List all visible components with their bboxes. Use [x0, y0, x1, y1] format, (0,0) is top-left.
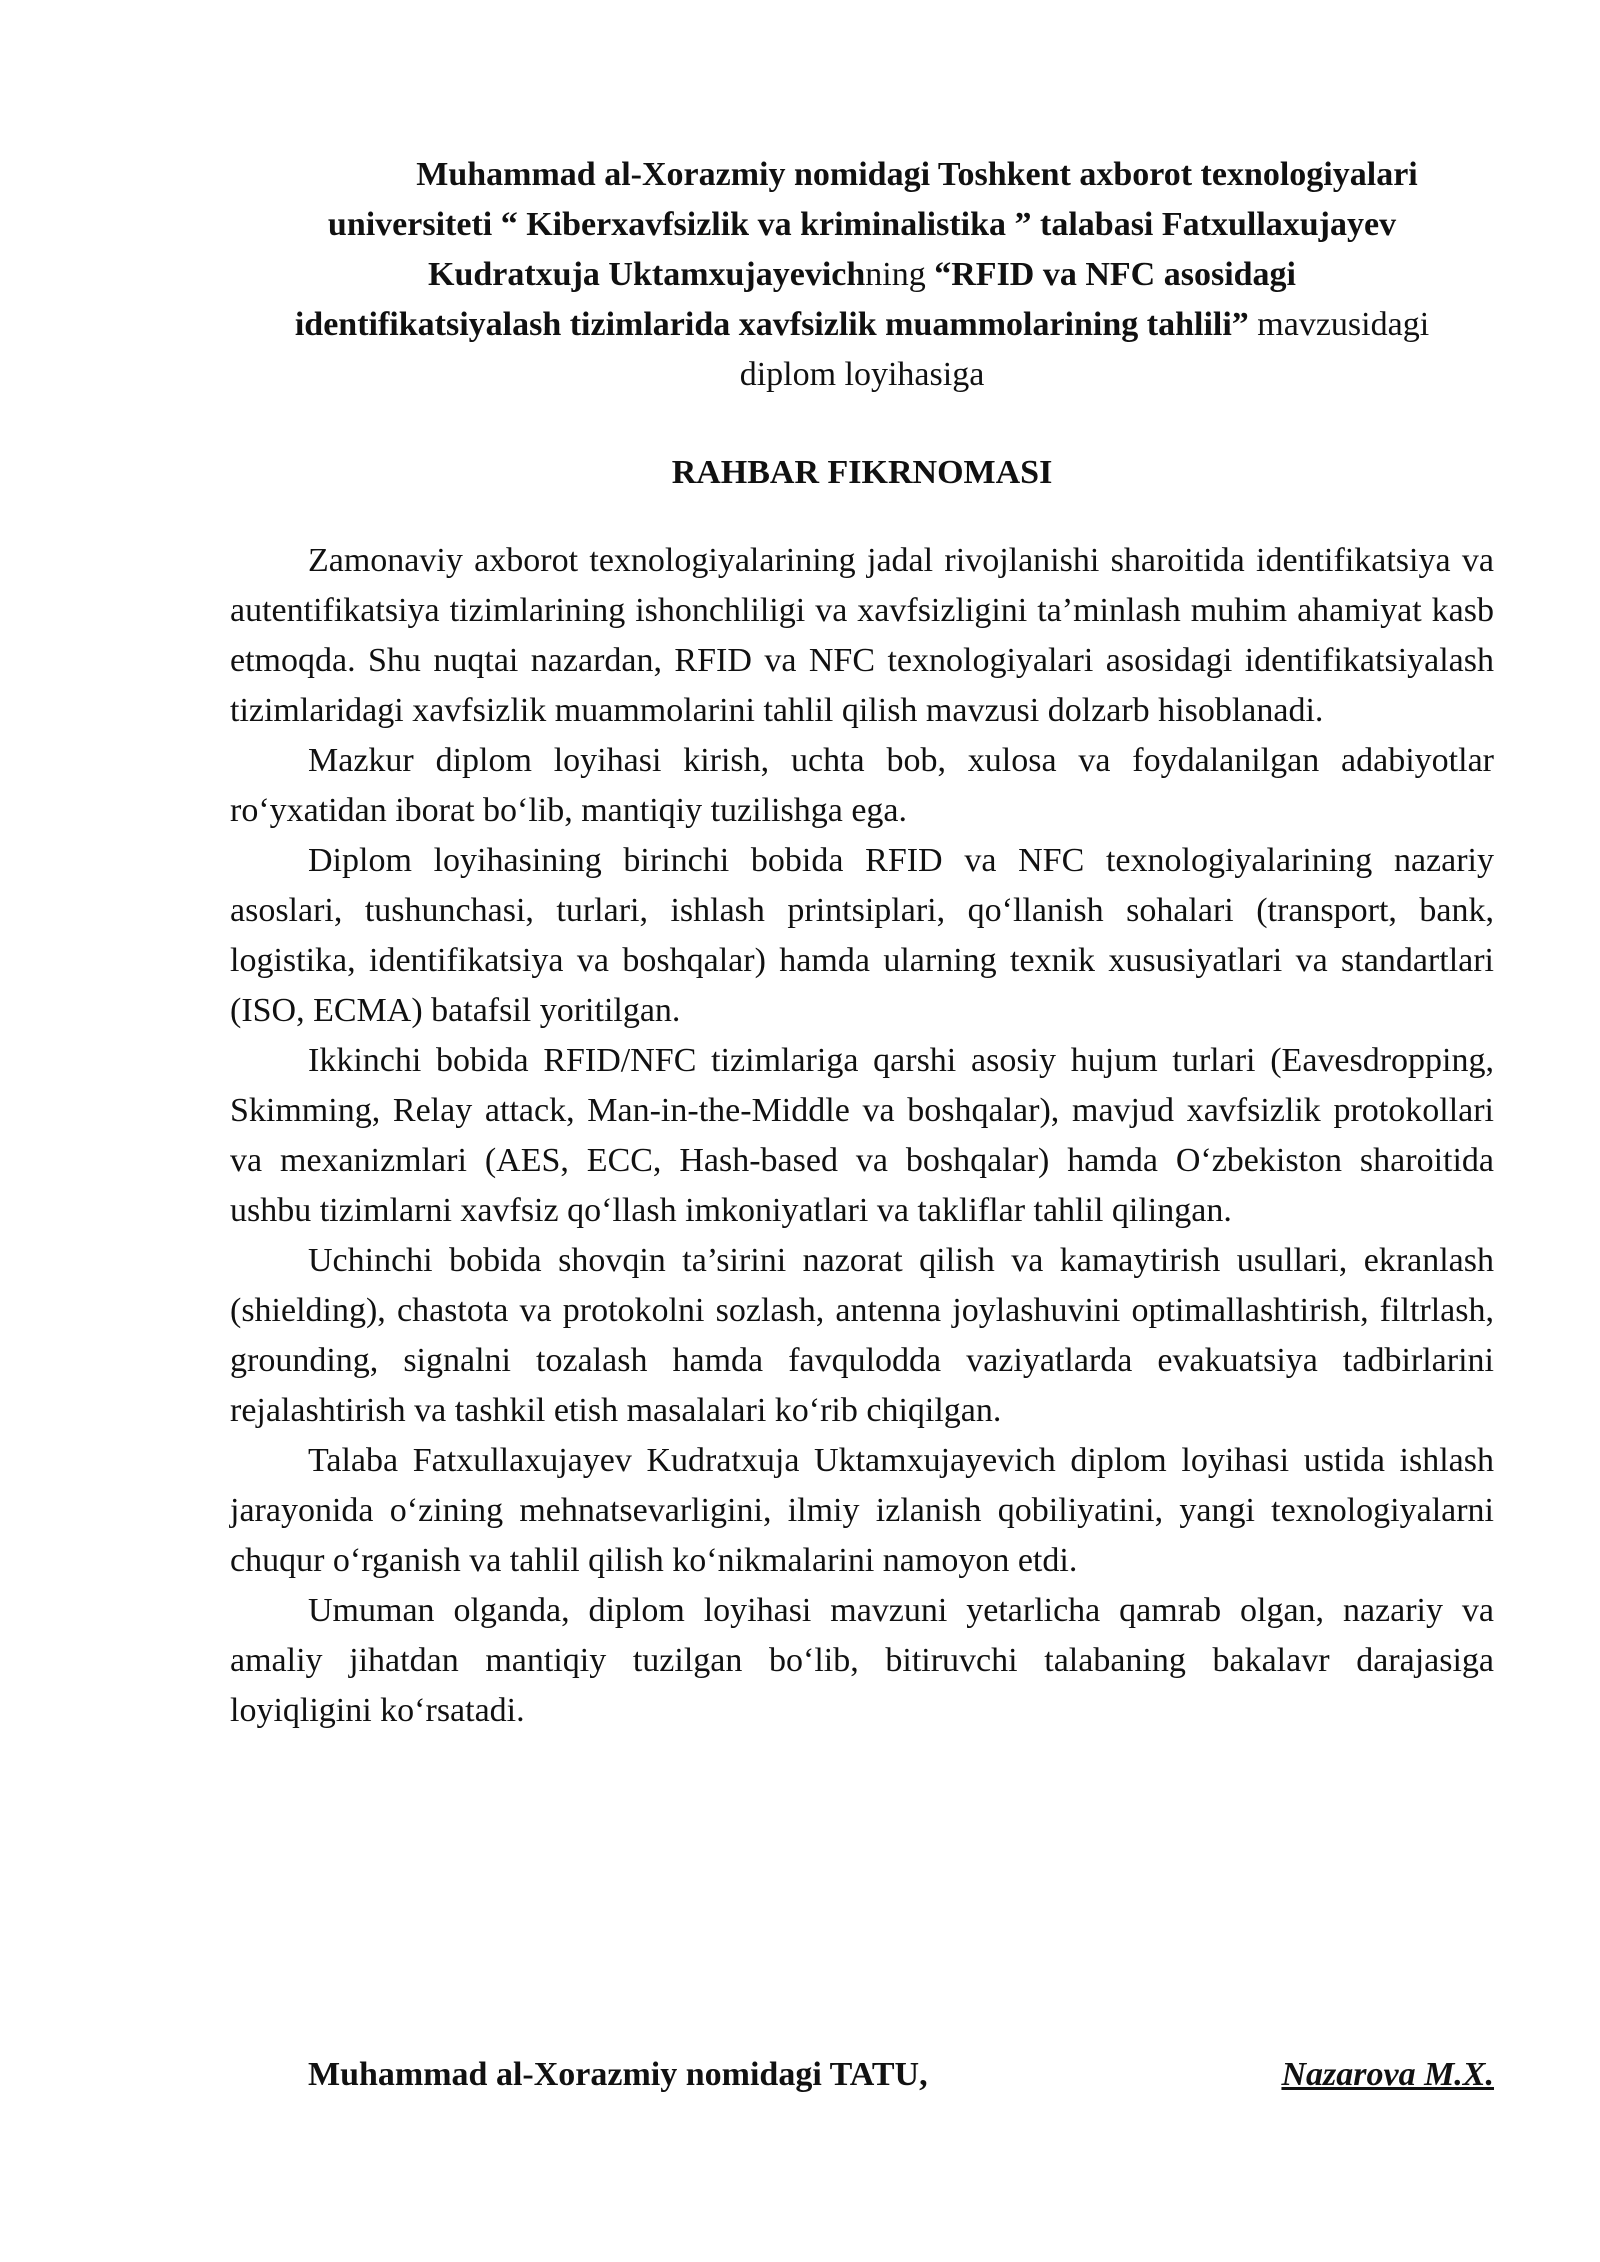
header-line-3: Kudratxuja Uktamxujayevichning “RFID va NFC asosidagi — [428, 256, 1296, 293]
header-line-5: diplom loyihasiga — [739, 356, 985, 393]
document-title: RAHBAR FIKRNOMASI — [671, 454, 1053, 491]
signature-block — [230, 2050, 1494, 2100]
header-line-4: identifikatsiyalash tizimlarida xavfsizlik muammolarining tahlili” mavzusidagi — [294, 306, 1430, 343]
document-body — [230, 536, 1494, 1736]
body-paragraph: Ikkinchi bobida RFID/NFC tizimlariga qarshi asosiy hujum turlari (Eavesdropping, Skimming, Relay attack, Man-in-the-Middle va boshqalar), mavjud xavfsizlik protokollari va mexanizmlari (AES, ECC, Hash-based va boshqalar) hamda O‘zbekiston sharoitida ushbu tizimlarni xavfsiz qo‘llash imkoniyatlari va takliflar tahlil qilingan. — [230, 1042, 1494, 1229]
document-page — [230, 150, 1494, 2093]
document-header — [230, 150, 1494, 400]
header-line-1: Muhammad al-Xorazmiy nomidagi Toshkent axborot texnologiyalari — [416, 156, 1418, 193]
body-paragraph: Talaba Fatxullaxujayev Kudratxuja Uktamxujayevich diplom loyihasi ustida ishlash jarayonida o‘zining mehnatsevarligini, ilmiy izlanish qobiliyatini, yangi texnologiyalarni chuqur o‘rganish va tahlil qilish ko‘nikmalarini namoyon etdi. — [230, 1442, 1494, 1579]
body-paragraph: Diplom loyihasining birinchi bobida RFID va NFC texnologiyalarining nazariy asoslari, tushunchasi, turlari, ishlash printsiplari, qo‘llanish sohalari (transport, bank, logistika, identifikatsiya va boshqalar) hamda ularning texnik xususiyatlari va standartlari (ISO, ECMA) batafsil yoritilgan. — [230, 842, 1494, 1029]
signature-organization: Muhammad al-Xorazmiy nomidagi TATU, — [308, 2056, 928, 2093]
signature-name: Nazarova M.X. — [1281, 2056, 1494, 2093]
body-paragraph: Mazkur diplom loyihasi kirish, uchta bob, xulosa va foydalanilgan adabiyotlar ro‘yxatidan iborat bo‘lib, mantiqiy tuzilishga ega. — [230, 742, 1494, 829]
body-paragraph: Zamonaviy axborot texnologiyalarining jadal rivojlanishi sharoitida identifikatsiya va autentifikatsiya tizimlarining ishonchliligi va xavfsizligini ta’minlash muhim ahamiyat kasb etmoqda. Shu nuqtai nazardan, RFID va NFC texnologiyalari asosidagi identifikatsiyalash tizimlaridagi xavfsizlik muammolarini tahlil qilish mavzusi dolzarb hisoblanadi. — [230, 542, 1494, 729]
header-line-2: universiteti “ Kiberxavfsizlik va kriminalistika ” talabasi Fatxullaxujayev — [327, 206, 1397, 243]
body-paragraph: Uchinchi bobida shovqin ta’sirini nazorat qilish va kamaytirish usullari, ekranlash (shielding), chastota va protokolni sozlash, antenna joylashuvini optimallashtirish, filtrlash, grounding, signalni tozalash hamda favqulodda vaziyatlarda evakuatsiya tadbirlarini rejalashtirish va tashkil etish masalalari ko‘rib chiqilgan. — [230, 1242, 1494, 1429]
body-paragraph: Umuman olganda, diplom loyihasi mavzuni yetarlicha qamrab olgan, nazariy va amaliy jihatdan mantiqiy tuzilgan bo‘lib, bitiruvchi talabaning bakalavr darajasiga loyiqligini ko‘rsatadi. — [230, 1592, 1494, 1729]
